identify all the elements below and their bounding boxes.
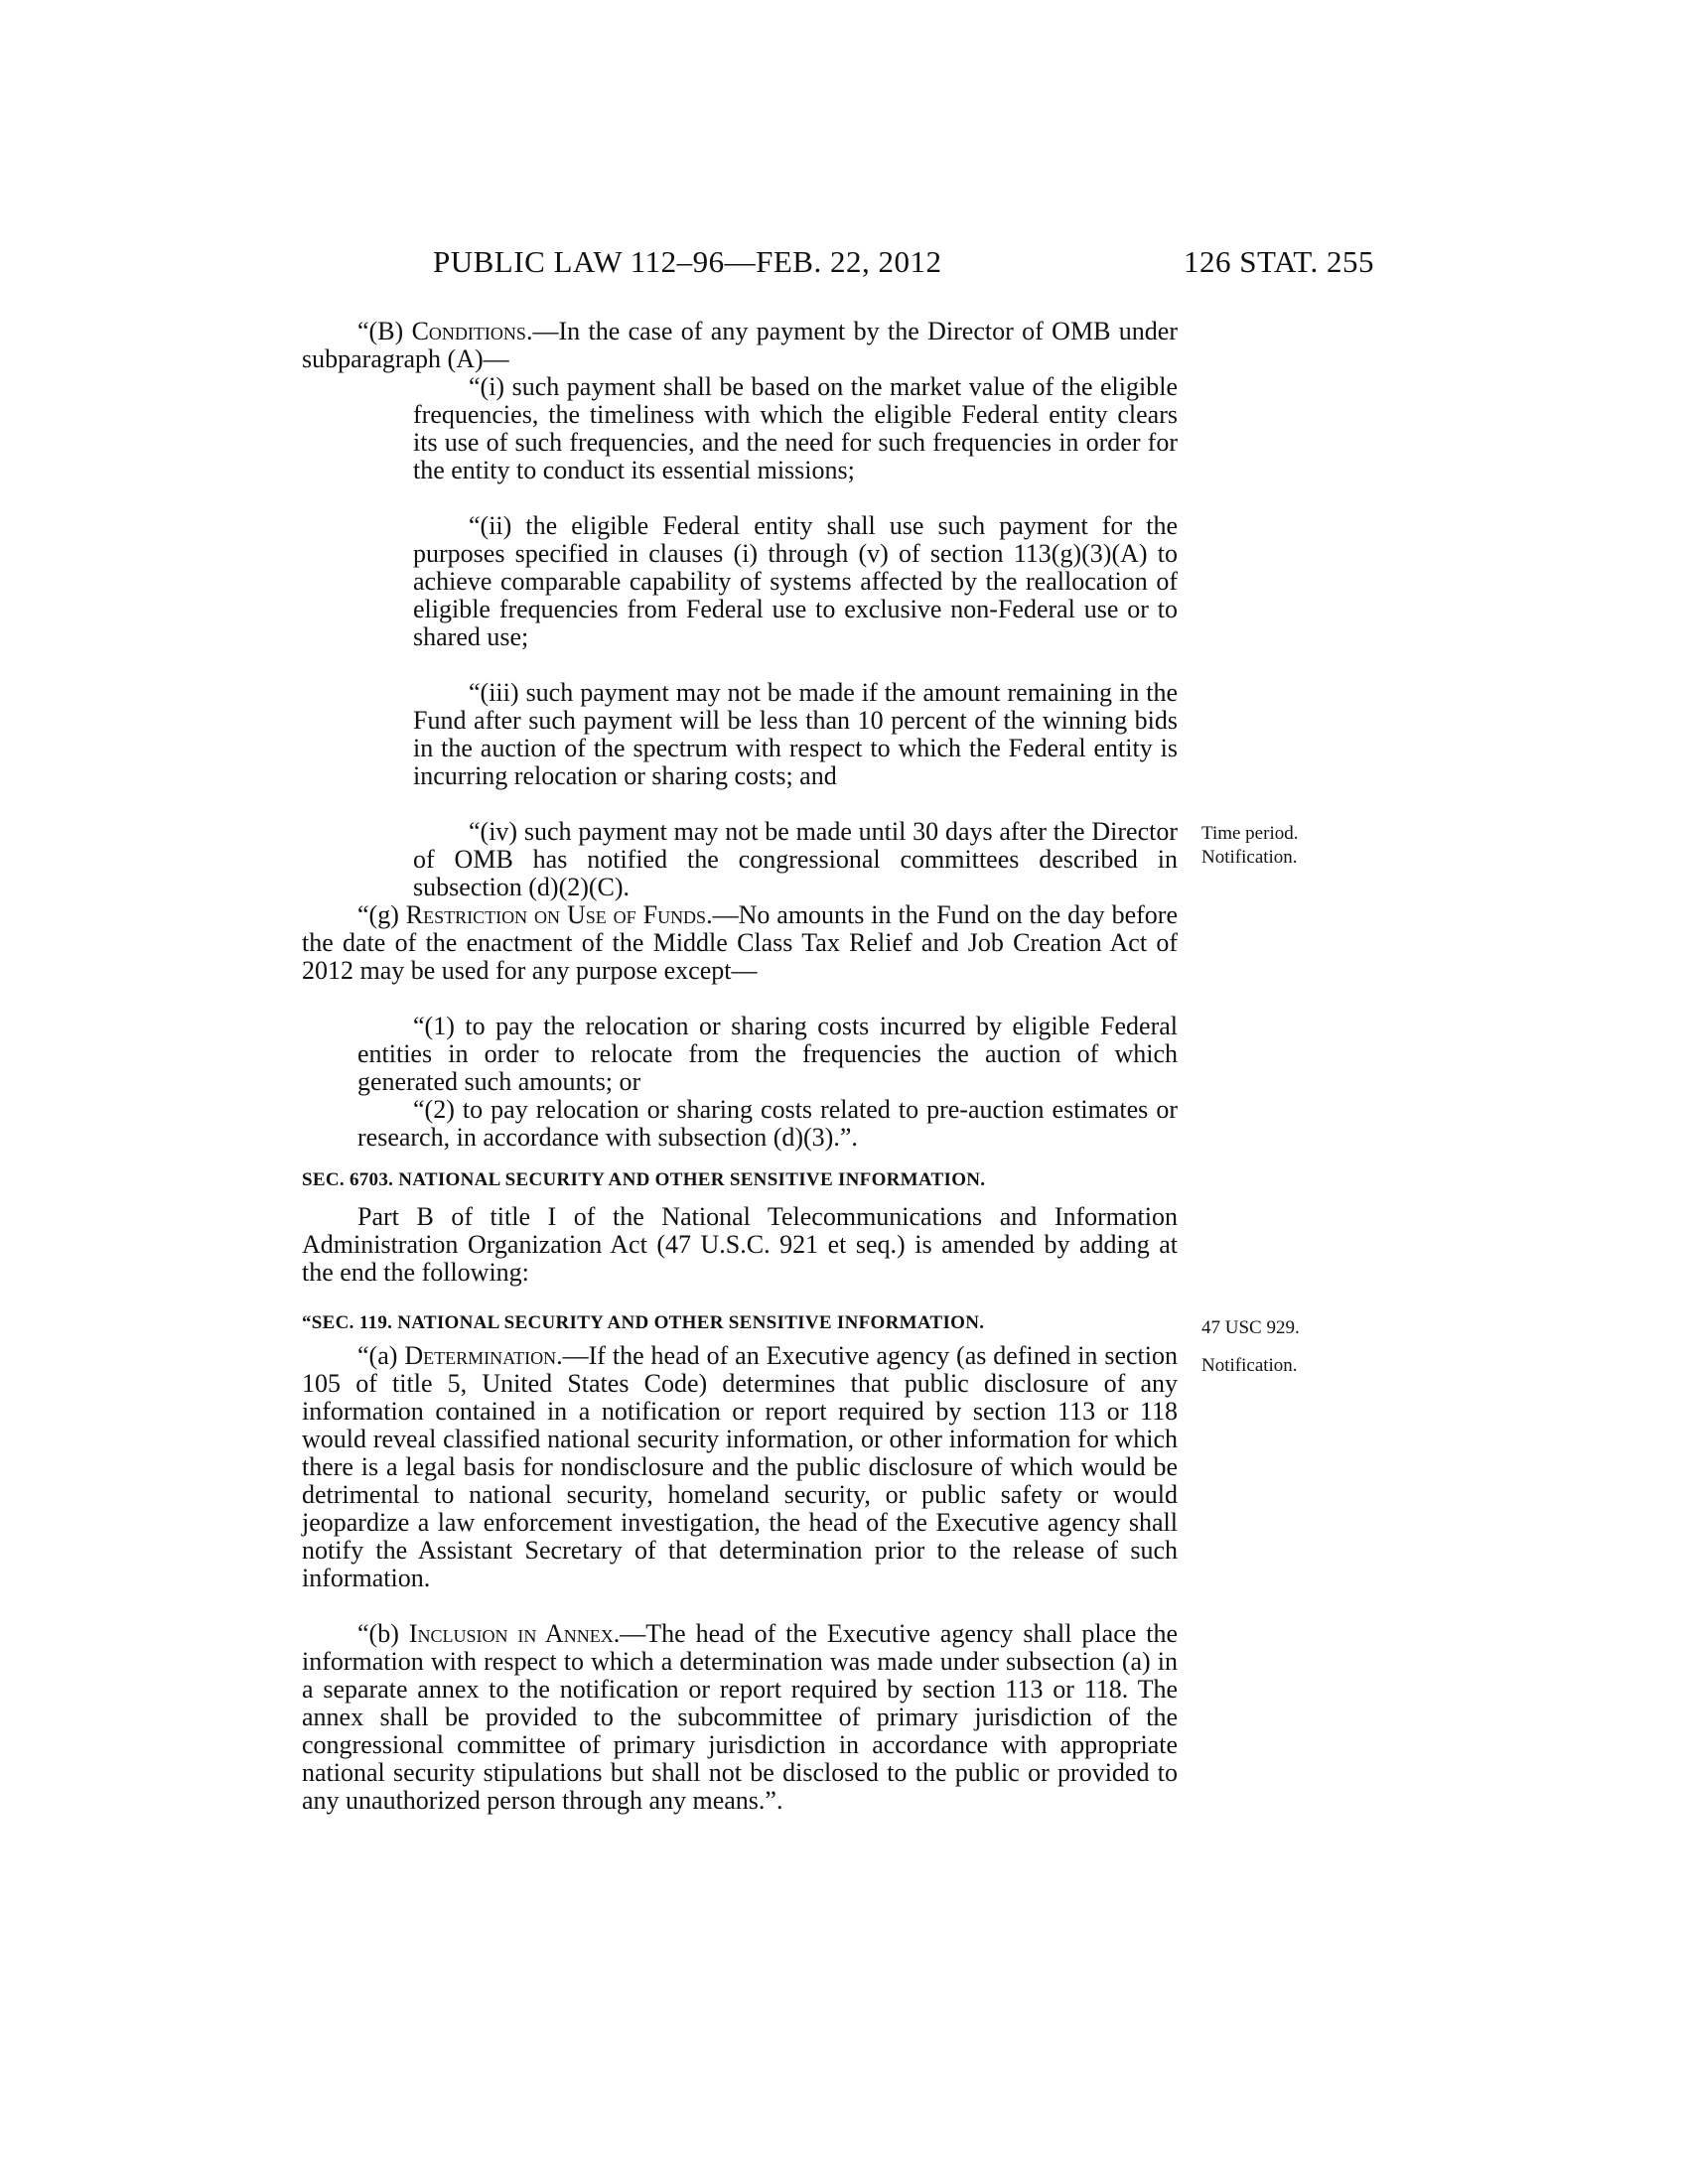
paragraph-heading: Conditions	[411, 317, 526, 345]
paragraph-heading: Determination	[404, 1341, 557, 1370]
paragraph-a-determination	[302, 1342, 1178, 1592]
margin-note-time-period: Time period.	[1201, 823, 1299, 844]
paragraph-g-1: “(1) to pay the relocation or sharing costs incurred by eligible Federal entities in order to relocate from the frequencies the auction of which generated such amounts; or	[357, 1012, 1178, 1096]
paragraph-g-2: “(2) to pay relocation or sharing costs related to pre-auction estimates or research, in accordance with subsection (d)(3).”.	[357, 1095, 1178, 1152]
clause-iii: “(iii) such payment may not be made if the amount remaining in the Fund after such payment will be less than 10 percent of the winning bids in the auction of the spectrum with respect to which the Federal entity is incurring relocation or sharing costs; and	[413, 678, 1178, 790]
paragraph-text: .—No amounts in the Fund on the day before the date of the enactment of the Middle Class Tax Relief and Job Creation Act of 2012 may be used for any purpose except—	[302, 900, 1179, 985]
margin-note-notification: Notification.	[1201, 847, 1298, 868]
paragraph-g-restriction	[302, 901, 1178, 985]
margin-note-usc: 47 USC 929.	[1201, 1317, 1300, 1338]
clause-ii: “(ii) the eligible Federal entity shall use such payment for the purposes specified in clauses (i) through (v) of section 113(g)(3)(A) to achieve comparable capability of systems affected by the reallocation of eligible frequencies from Federal use to exclusive non-Federal use or to shared use;	[413, 511, 1178, 651]
section-heading-119: “SEC. 119. NATIONAL SECURITY AND OTHER SENSITIVE INFORMATION.	[302, 1312, 985, 1333]
clause-iv: “(iv) such payment may not be made until 30 days after the Director of OMB has notified the congressional committees described in subsection (d)(2)(C).	[413, 817, 1178, 901]
paragraph-b-conditions	[302, 318, 1178, 373]
paragraph-text: .—If the head of an Executive agency (as defined in section 105 of title 5, United States Code) determines that public disclosure of any information contained in a notification or report required by section 113 or 118 would reveal classified national security information, or other information for which there is a legal basis for nondisclosure and the public disclosure of which would be detrimental to national security, homeland security, or public safety or would jeopardize a law enforcement investigation, the head of the Executive agency shall notify the Assistant Secretary of that determination prior to the release of such information.	[302, 1341, 1179, 1592]
paragraph-text: .—In the case of any payment by the Director of OMB under subparagraph (A)—	[302, 317, 1178, 373]
margin-note-notification-2: Notification.	[1201, 1355, 1298, 1376]
paragraph-heading: Inclusion in Annex	[408, 1619, 614, 1648]
running-header-law: PUBLIC LAW 112–96—FEB. 22, 2012	[433, 244, 942, 279]
section-heading-6703: SEC. 6703. NATIONAL SECURITY AND OTHER SENSITIVE INFORMATION.	[302, 1169, 986, 1190]
paragraph-label: “(a)	[357, 1341, 405, 1370]
paragraph-label: “(g)	[357, 900, 406, 929]
paragraph-label: “(b)	[357, 1619, 409, 1648]
paragraph-heading: Restriction on Use of Funds	[405, 900, 707, 929]
clause-i: “(i) such payment shall be based on the market value of the eligible frequencies, the timeliness with which the eligible Federal entity clears its use of such frequencies, and the need for such frequencies in order for the entity to conduct its essential missions;	[413, 372, 1178, 484]
paragraph-text: .—The head of the Executive agency shall place the information with respect to which a determination was made under subsection (a) in a separate annex to the notification or report required by section 113 or 118. The annex shall be provided to the subcommittee of primary jurisdiction of the congressional committee of primary jurisdiction in accordance with appropriate national security stipulations but shall not be disclosed to the public or provided to any unauthorized person through any means.”.	[302, 1619, 1178, 1815]
paragraph-b-annex	[302, 1620, 1178, 1815]
paragraph-label: “(B)	[357, 317, 412, 345]
running-header-stat: 126 STAT. 255	[1184, 244, 1375, 279]
paragraph-part-b: Part B of title I of the National Telecommunications and Information Administration Organization Act (47 U.S.C. 921 et seq.) is amended by adding at the end the following:	[302, 1202, 1178, 1287]
